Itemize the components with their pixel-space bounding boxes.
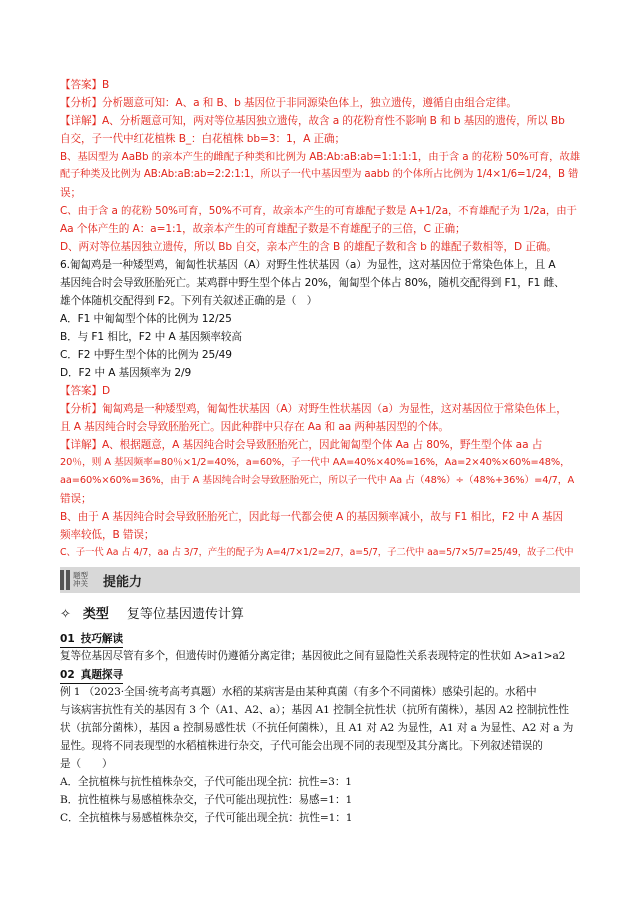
banner-title: 提能力 <box>103 575 143 590</box>
example-stem-line: 与该病害抗性有关的基因有 3 个（A1、A2、a）；基因 A1 控制全抗性状（抗所有菌株），基因 A2 控制抗性性 <box>60 704 569 716</box>
q5-detail-line: D、两对等位基因独立遗传，所以 Bb 自交，亲本产生的含 B 的雄配子数和含 b 的雄配子数相等，D 正确。 <box>60 241 557 253</box>
banner-tag: 题型冲关 <box>73 571 88 588</box>
example-option-c: C．全抗植株与易感植株杂交，子代可能出现全抗：抗性=1：1 <box>60 812 353 824</box>
example-option-a: A．全抗植株与抗性植株杂交，子代可能出现全抗：抗性=3：1 <box>60 776 352 788</box>
section-heading-skill <box>60 631 123 648</box>
q6-detail-line: B、由于 A 基因纯合时会导致胚胎死亡，因此每一代都会使 A 的基因频率减小，故与 F1 相比，F2 中 A 基因 <box>60 511 564 523</box>
q5-detail-line: Aa 个体产生的 A：a=1:1，故亲本产生的可育雄配子数是不育雄配子的三倍，C 正确； <box>60 223 466 235</box>
type-title: 复等位基因遗传计算 <box>126 607 244 622</box>
banner-bar-icon <box>60 570 64 590</box>
q5-detail-line: 配子种类及比例为 AB:Ab:aB:ab=2:2:1:1，所以子一代中基因型为 aabb 的个体所占比例为 1/4×1/6=1/24，B 错 <box>60 169 579 180</box>
section-title: 技巧解读 <box>80 633 124 645</box>
q6-stem-line: 6.匍匐鸡是一种矮型鸡，匍匐性状基因（A）对野生性状基因（a）为显性，这对基因位于常染色体上，且 A <box>60 259 556 271</box>
q6-analysis-line: 且 A 基因纯合时会导致胚胎死亡。因此种群中只存在 Aa 和 aa 两种基因型的个体。 <box>60 421 449 433</box>
example-stem-line: 是（ ） <box>60 758 113 770</box>
q6-stem-line: 雄个体随机交配得到 F2。下列有关叙述正确的是（ ） <box>60 295 318 307</box>
q6-analysis-line: 【分析】匍匐鸡是一种矮型鸡，匍匐性状基因（A）对野生性状基因（a）为显性，这对基因位于常染色体上， <box>60 403 567 415</box>
q6-detail-line: 错误； <box>60 493 92 505</box>
q6-detail-line: 【详解】A、根据题意，A 基因纯合时会导致胚胎死亡，因此匍匐型个体 Aa 占 80%，野生型个体 aa 占 <box>60 439 543 451</box>
q6-option-c: C．F2 中野生型个体的比例为 25/49 <box>60 349 232 361</box>
example-stem-line: 例 1 （2023·全国·统考高考真题）水稻的某病害是由某种真菌（有多个不同菌株）感染引起的。水稻中 <box>60 686 537 698</box>
section-banner <box>60 567 580 593</box>
q6-stem-line: 基因纯合时会导致胚胎死亡。某鸡群中野生型个体占 20%，匍匐型个体占 80%，随机交配得到 F1，F1 雌、 <box>60 277 565 289</box>
q5-answer: 【答案】B <box>60 79 110 91</box>
q6-detail-line: C、子一代 Aa 占 4/7，aa 占 3/7，产生的配子为 A=4/7×1/2=2/7，a=5/7，子二代中 aa=5/7×5/7=25/49，故子二代中 <box>60 547 574 558</box>
type-heading <box>60 603 244 622</box>
q5-detail-line: 【详解】A、分析题意可知，两对等位基因独立遗传，故含 a 的花粉育性不影响 B 和 b 基因的遗传，所以 Bb <box>60 115 565 127</box>
section-number: 02 <box>60 669 75 681</box>
q6-detail-line: 频率较低，B 错误； <box>60 529 155 541</box>
section-title: 真题探寻 <box>80 669 124 681</box>
q5-analysis: 【分析】分析题意可知：A、a 和 B、b 基因位于非同源染色体上，独立遗传，遵循自由组合定律。 <box>60 97 517 109</box>
q6-option-d: D．F2 中 A 基因频率为 2/9 <box>60 367 192 379</box>
q5-detail-line: B、基因型为 AaBb 的亲本产生的雌配子种类和比例为 AB:Ab:aB:ab=1:1:1:1，由于含 a 的花粉 50%可育，故雄 <box>60 151 581 163</box>
example-option-b: B．抗性植株与易感植株杂交，子代可能出现抗性：易感=1：1 <box>60 794 353 806</box>
q5-detail-line: C、由于含 a 的花粉 50%可育，50%不可育，故亲本产生的可育雄配子数是 A+1/2a，不育雄配子为 1/2a，由于 <box>60 205 577 217</box>
skill-text: 复等位基因尽管有多个，但遗传时仍遵循分离定律；基因彼此之间有显隐性关系表现特定的性状如 A>a1>a2 <box>60 650 566 662</box>
q6-detail-line: aa=60%×60%=36%，由于 A 基因纯合时会导致胚胎死亡，所以子一代中 Aa 占（48%）÷（48%+36%）=4/7，A <box>60 475 575 486</box>
q5-detail-line: 自交，子一代中红花植株 B_：白花植株 bb=3：1，A 正确； <box>60 133 345 145</box>
banner-bar-icon <box>66 570 70 590</box>
section-heading-real-questions <box>60 667 123 684</box>
q6-detail-line: 20％，则 A 基因频率=80％×1/2=40%，a=60%，子一代中 AA=40%×40%=16%，Aa=2×40%×60%=48%， <box>60 457 570 468</box>
section-number: 01 <box>60 633 75 645</box>
type-label: 类型 <box>82 607 109 622</box>
q6-option-b: B．与 F1 相比，F2 中 A 基因频率较高 <box>60 331 242 343</box>
example-stem-line: 显性。现将不同表现型的水稻植株进行杂交，子代可能会出现不同的表现型及其分离比。下列叙述错误的 <box>60 740 543 752</box>
q6-answer: 【答案】D <box>60 385 111 397</box>
q5-detail-line: 误； <box>60 187 81 199</box>
diamond-icon: ✧ <box>60 607 71 622</box>
example-stem-line: 状（抗部分菌株），基因 a 控制易感性状（不抗任何菌株），且 A1 对 A2 为显性，A1 对 a 为显性、A2 对 a 为 <box>60 722 574 734</box>
q6-option-a: A．F1 中匍匐型个体的比例为 12/25 <box>60 313 232 325</box>
